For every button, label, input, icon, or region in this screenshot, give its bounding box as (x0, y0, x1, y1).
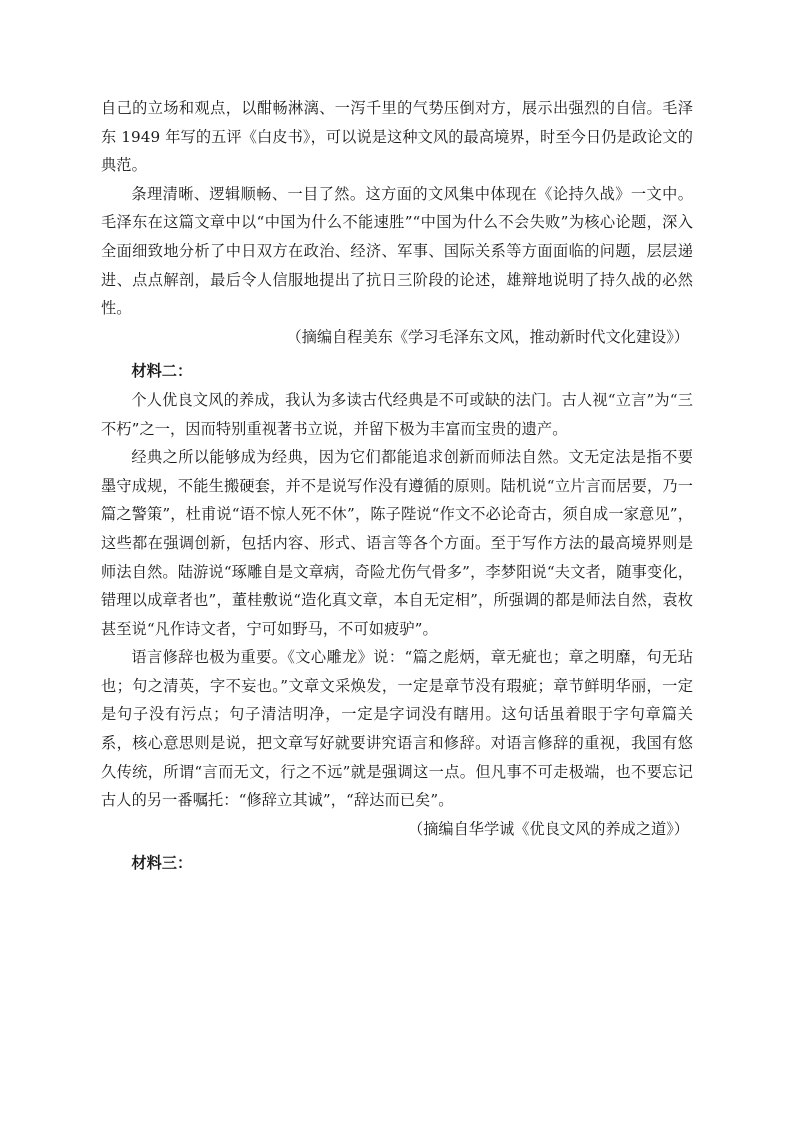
section-heading: 材料三： (131, 854, 193, 873)
paragraph: 自己的立场和观点，以酣畅淋漓、一泻千里的气势压倒对方，展示出强烈的自信。毛泽东 1949 年写的五评《白皮书》，可以说是这种文风的最高境界，时至今日仍是政论文的典范。 (101, 99, 693, 175)
paragraph: 个人优良文风的养成，我认为多读古代经典是不可或缺的法门。古人视“立言”为“三不朽”之一，因而特别重视著书立说，并留下极为丰富而宝贵的遗产。 (101, 390, 693, 438)
paragraph: 条理清晰、逻辑顺畅、一目了然。这方面的文风集中体现在《论持久战》一文中。毛泽东在这篇文章中以“中国为什么不能速胜”“中国为什么不会失败”为核心论题，深入全面细致地分析了中日双方在政治、经济、军事、国际关系等方面面临的问题，层层递进、点点解剖，最后令人信服地提出了抗日三阶段的论述，雄辩地说明了持久战的必然性。 (101, 184, 693, 318)
citation: （摘编自华学诚《优良文风的养成之道》） (408, 819, 689, 838)
paragraph: 经典之所以能够成为经典，因为它们都能追求创新而师法自然。文无定法是指不要墨守成规，不能生搬硬套，并不是说写作没有遵循的原则。陆机说“立片言而居要，乃一篇之警策”，杜甫说“语不惊人死不休”，陈子陛说“作文不必论奇古，须自成一家意见”，这些都在强调创新，包括内容、形式、语言等各个方面。至于写作方法的最高境界则是师法自然。陆游说“琢雕自是文章病，奇险尤伤气骨多”，李梦阳说“夫文者，随事变化，错理以成章者也”，董桂敷说“造化真文章，本自无定相”，所强调的都是师法自然，袁枚甚至说“凡作诗文者，宁可如野马，不可如疲驴”。 (101, 448, 693, 638)
document-body (101, 94, 693, 878)
section-heading: 材料二： (131, 362, 193, 381)
paragraph: 语言修辞也极为重要。《文心雕龙》说：“篇之彪炳，章无疵也；章之明靡，句无玷也；句之清英，字不妄也。”文章文采焕发，一定是章节没有瑕疵；章节鲜明华丽，一定是句子没有污点；句子清洁明净，一定是字词没有瞎用。这句话虽着眼于字句章篇关系，核心意思则是说，把文章写好就要讲究语言和修辞。对语言修辞的重视，我国有悠久传统，所谓“言而无文，行之不远”就是强调这一点。但凡事不可走极端，也不要忘记古人的另一番嘱托：“修辞立其诚”，“辞达而已矣”。 (101, 648, 693, 810)
citation: （摘编自程美东《学习毛泽东文风，推动新时代文化建设》） (286, 327, 689, 346)
